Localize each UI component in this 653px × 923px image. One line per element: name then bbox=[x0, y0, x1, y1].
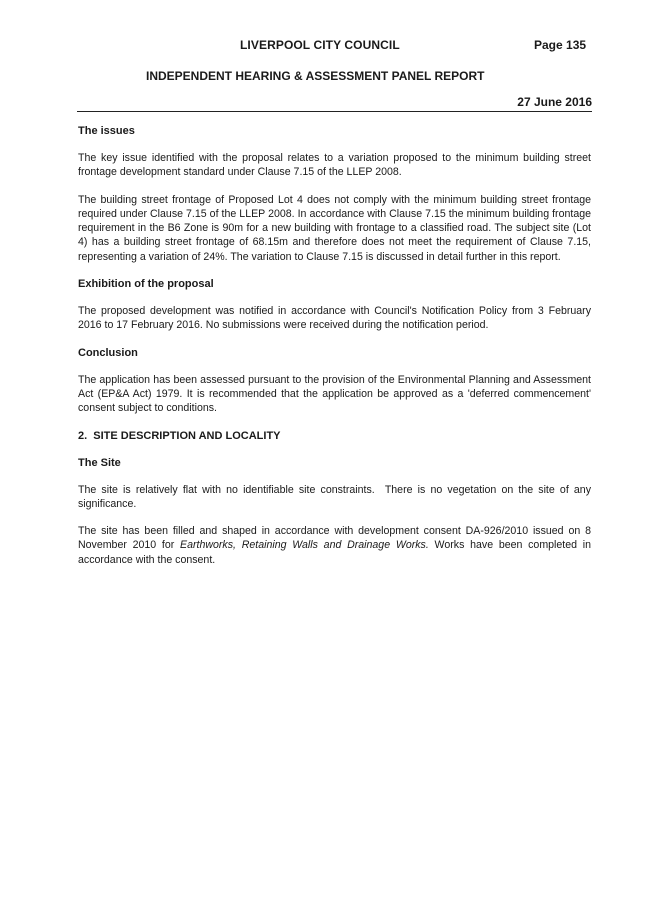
site-paragraph-2 bbox=[78, 524, 591, 567]
site-paragraph-2-start: The site has been filled and shaped in accordance with development consent DA-926/2010 issued on 8 November 2010 for bbox=[78, 525, 591, 552]
conclusion-paragraph: The application has been assessed pursuant to the provision of the Environmental Planning and Assessment Act (EP&A Act) 1979. It is recommended that the application be approved as a 'deferred commencement' consent subject to conditions. bbox=[78, 373, 591, 415]
site-heading: The Site bbox=[78, 456, 121, 469]
report-date: 27 June 2016 bbox=[517, 95, 592, 109]
issues-paragraph-2: The building street frontage of Proposed Lot 4 does not comply with the minimum building street frontage required under Clause 7.15 of the LLEP 2008. In accordance with Clause 7.15 the minimum building frontage requirement in the B6 Zone is 90m for a new building with frontage to a classified road. The subject site (Lot 4) has a building street frontage of 68.15m and therefore does not meet the requirement of Clause 7.15, representing a variation of 24%. The variation to Clause 7.15 is discussed in detail further in this report. bbox=[78, 193, 591, 263]
document-body bbox=[78, 124, 594, 580]
conclusion-heading: Conclusion bbox=[78, 346, 138, 359]
council-name: LIVERPOOL CITY COUNCIL bbox=[240, 38, 400, 52]
site-paragraph-1: The site is relatively flat with no identifiable site constraints. There is no vegetation on the site of any significance. bbox=[78, 483, 594, 510]
report-title: INDEPENDENT HEARING & ASSESSMENT PANEL REPORT bbox=[146, 69, 485, 83]
site-paragraph-2-italic: Earthworks, Retaining Walls and Drainage Works. bbox=[180, 539, 429, 552]
page-number: Page 135 bbox=[534, 38, 587, 52]
site-paragraph-2-end: Works have been completed in accordance with the consent. bbox=[78, 539, 592, 566]
section-2-heading: 2. SITE DESCRIPTION AND LOCALITY bbox=[78, 429, 281, 442]
header-divider bbox=[77, 111, 592, 112]
issues-heading: The issues bbox=[78, 125, 135, 137]
exhibition-heading: Exhibition of the proposal bbox=[78, 278, 214, 291]
exhibition-paragraph: The proposed development was notified in accordance with Council's Notification Policy from 3 February 2016 to 17 February 2016. No submissions were received during the notification period. bbox=[78, 305, 591, 332]
issues-paragraph-1: The key issue identified with the proposal relates to a variation proposed to the minimum building street frontage development standard under Clause 7.15 of the LLEP 2008. bbox=[78, 152, 591, 179]
